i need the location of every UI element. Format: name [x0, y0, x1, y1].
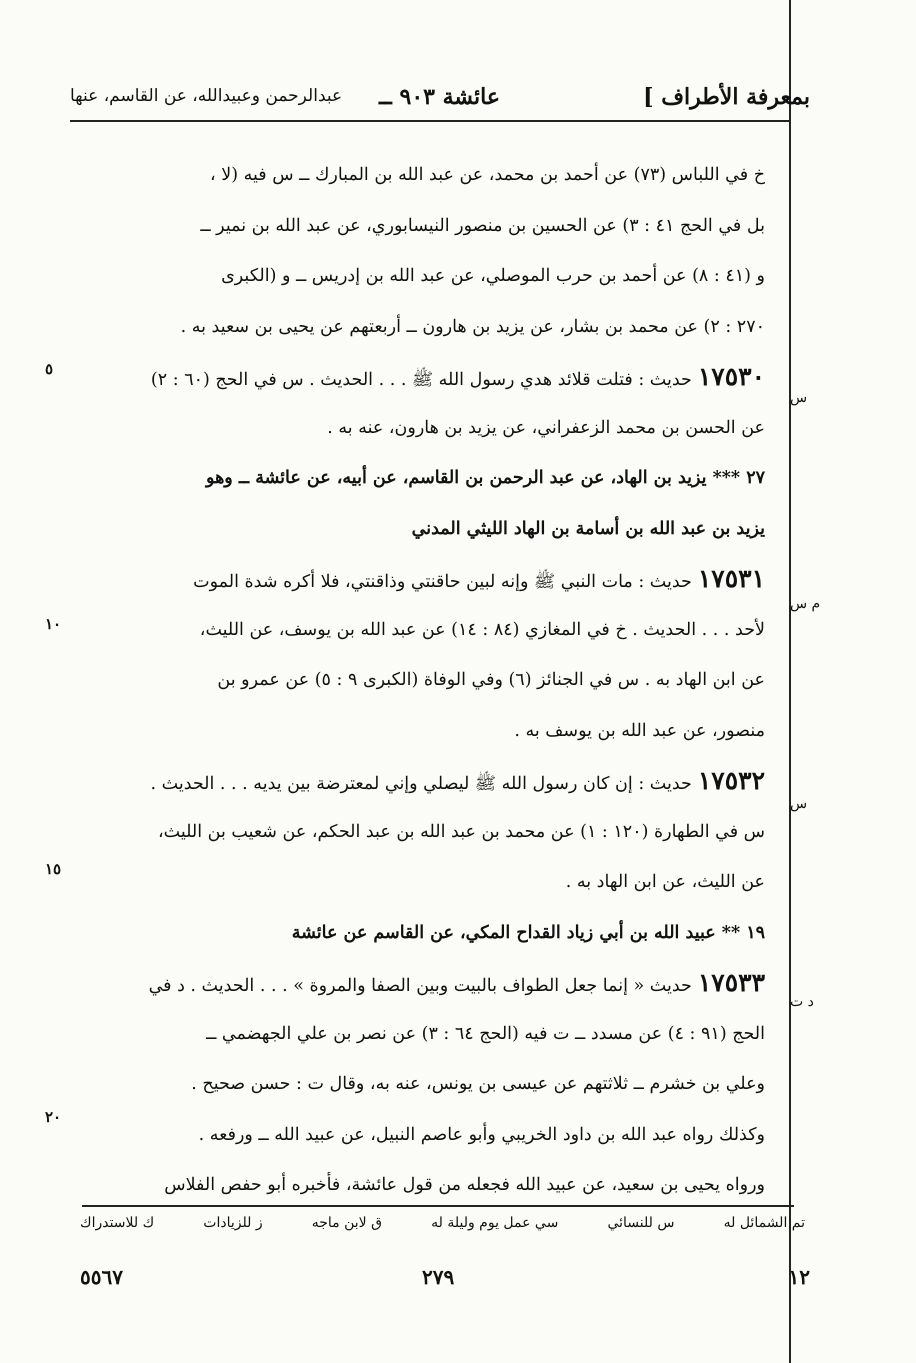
hadith-number: ١٧٥٣٢: [697, 766, 765, 795]
text-line: عن الحسن بن محمد الزعفراني، عن يزيد بن هارون، عنه به .: [327, 417, 765, 438]
text-line: حديث « إنما جعل الطواف بالبيت وبين الصفا والمروة » . . . الحديث . د في: [148, 976, 692, 996]
page-number: ٢٧٩: [422, 1265, 455, 1289]
narrator-heading-cont: يزيد بن عبد الله بن أسامة بن الهاد الليثي المدني: [411, 518, 765, 539]
hadith-number: ١٧٥٣٣: [697, 968, 765, 997]
narrator-heading: ١٩ ** عبيد الله بن أبي زياد القداح المكي، عن القاسم عن عائشة: [291, 922, 765, 943]
page-footer: [70, 1265, 810, 1305]
footnote-rule: [82, 1205, 794, 1207]
sigla: م س: [790, 596, 821, 612]
footnote-item: تم الشمائل له: [723, 1215, 805, 1231]
text-line: ٢٧٠ : ٢) عن محمد بن بشار، عن يزيد بن هارون ــ أربعتهم عن يحيى بن سعيد به .: [180, 316, 765, 337]
text-line: حديث : فتلت قلائد هدي رسول الله ﷺ . . . الحديث . س في الحج (٦٠ : ٢): [150, 370, 692, 390]
text-line: و (٤١ : ٨) عن أحمد بن حرب الموصلي، عن عبد الله بن إدريس ــ و (الكبرى: [221, 266, 765, 286]
header-rule: [70, 120, 790, 122]
footnote-item: س للنسائي: [607, 1215, 675, 1231]
page-body: [75, 150, 765, 1211]
footnote-item: ق لابن ماجه: [311, 1215, 382, 1231]
footnote-item: ك للاستدراك: [80, 1215, 155, 1231]
margin-rule: [789, 0, 791, 1363]
header-narrators: عبدالرحمن وعبيدالله، عن القاسم، عنها: [70, 86, 343, 106]
text-line: منصور، عن عبد الله بن يوسف به .: [514, 720, 765, 741]
hadith-entry-17532: [75, 756, 765, 807]
header-book-title: بمعرفة الأطراف ]: [643, 84, 810, 110]
text-line: حديث : مات النبي ﷺ وإنه لبين حاقنتي وذاقنتي، فلا أكره شدة الموت: [193, 572, 692, 592]
text-line: حديث : إن كان رسول الله ﷺ ليصلي وإني لمعترضة بين يديه . . . الحديث .: [150, 774, 692, 794]
volume-number: ١٢: [788, 1265, 810, 1289]
sigla: س: [790, 390, 808, 406]
footnote-abbreviations: [80, 1215, 805, 1231]
text-line: وكذلك رواه عبد الله بن داود الخريبي وأبو عاصم النبيل، عن عبيد الله ــ ورفعه .: [198, 1124, 765, 1145]
text-line: لأحد . . . الحديث . خ في المغازي (٨٤ : ١٤) عن عبد الله بن يوسف، عن الليث،: [199, 619, 765, 640]
text-line: الحج (٩١ : ٤) عن مسدد ــ ت فيه (الحج ٦٤ : ٣) عن نصر بن علي الجهضمي ــ: [206, 1023, 765, 1044]
line-number: ١٠: [45, 615, 62, 633]
line-number: ٥: [45, 360, 54, 378]
text-line: ورواه يحيى بن سعيد، عن عبيد الله فجعله من قول عائشة، فأخبره أبو حفص الفلاس: [164, 1175, 765, 1195]
hadith-entry-17530: [75, 352, 765, 403]
text-line: س في الطهارة (١٢٠ : ١) عن محمد بن عبد الله بن عبد الحكم، عن شعيب بن الليث،: [157, 821, 765, 842]
sigla: س: [790, 796, 808, 812]
text-line: خ في اللباس (٧٣) عن أحمد بن محمد، عن عبد الله بن المبارك ــ س فيه (لا ،: [210, 165, 765, 185]
sigla: د ت: [790, 994, 814, 1010]
hadith-number: ١٧٥٣٠: [697, 362, 765, 391]
header-section: عائشة ٩٠٣ ــ: [378, 84, 500, 110]
hadith-entry-17533: [75, 958, 765, 1009]
narrator-heading: ٢٧ *** يزيد بن الهاد، عن عبد الرحمن بن القاسم، عن أبيه، عن عائشة ــ وهو: [206, 468, 765, 488]
text-line: عن الليث، عن ابن الهاد به .: [565, 872, 765, 892]
text-line: وعلي بن خشرم ــ ثلاثتهم عن عيسى بن يونس، عنه به، وقال ت : حسن صحيح .: [191, 1074, 765, 1094]
hadith-entry-17531: [75, 554, 765, 605]
text-line: عن ابن الهاد به . س في الجنائز (٦) وفي الوفاة (الكبرى ٩ : ٥) عن عمرو بن: [217, 670, 765, 690]
footnote-item: ز للزيادات: [203, 1215, 263, 1231]
text-line: بل في الحج ٤١ : ٣) عن الحسين بن منصور النيسابوري، عن عبد الله بن نمير ــ: [200, 215, 765, 236]
running-header: [70, 78, 810, 118]
line-number: ٢٠: [45, 1108, 62, 1126]
footnote-item: سي عمل يوم وليلة له: [431, 1215, 559, 1231]
line-number: ١٥: [45, 860, 62, 878]
serial-number: ٥٥٦٧: [80, 1265, 123, 1289]
hadith-number: ١٧٥٣١: [697, 564, 765, 593]
